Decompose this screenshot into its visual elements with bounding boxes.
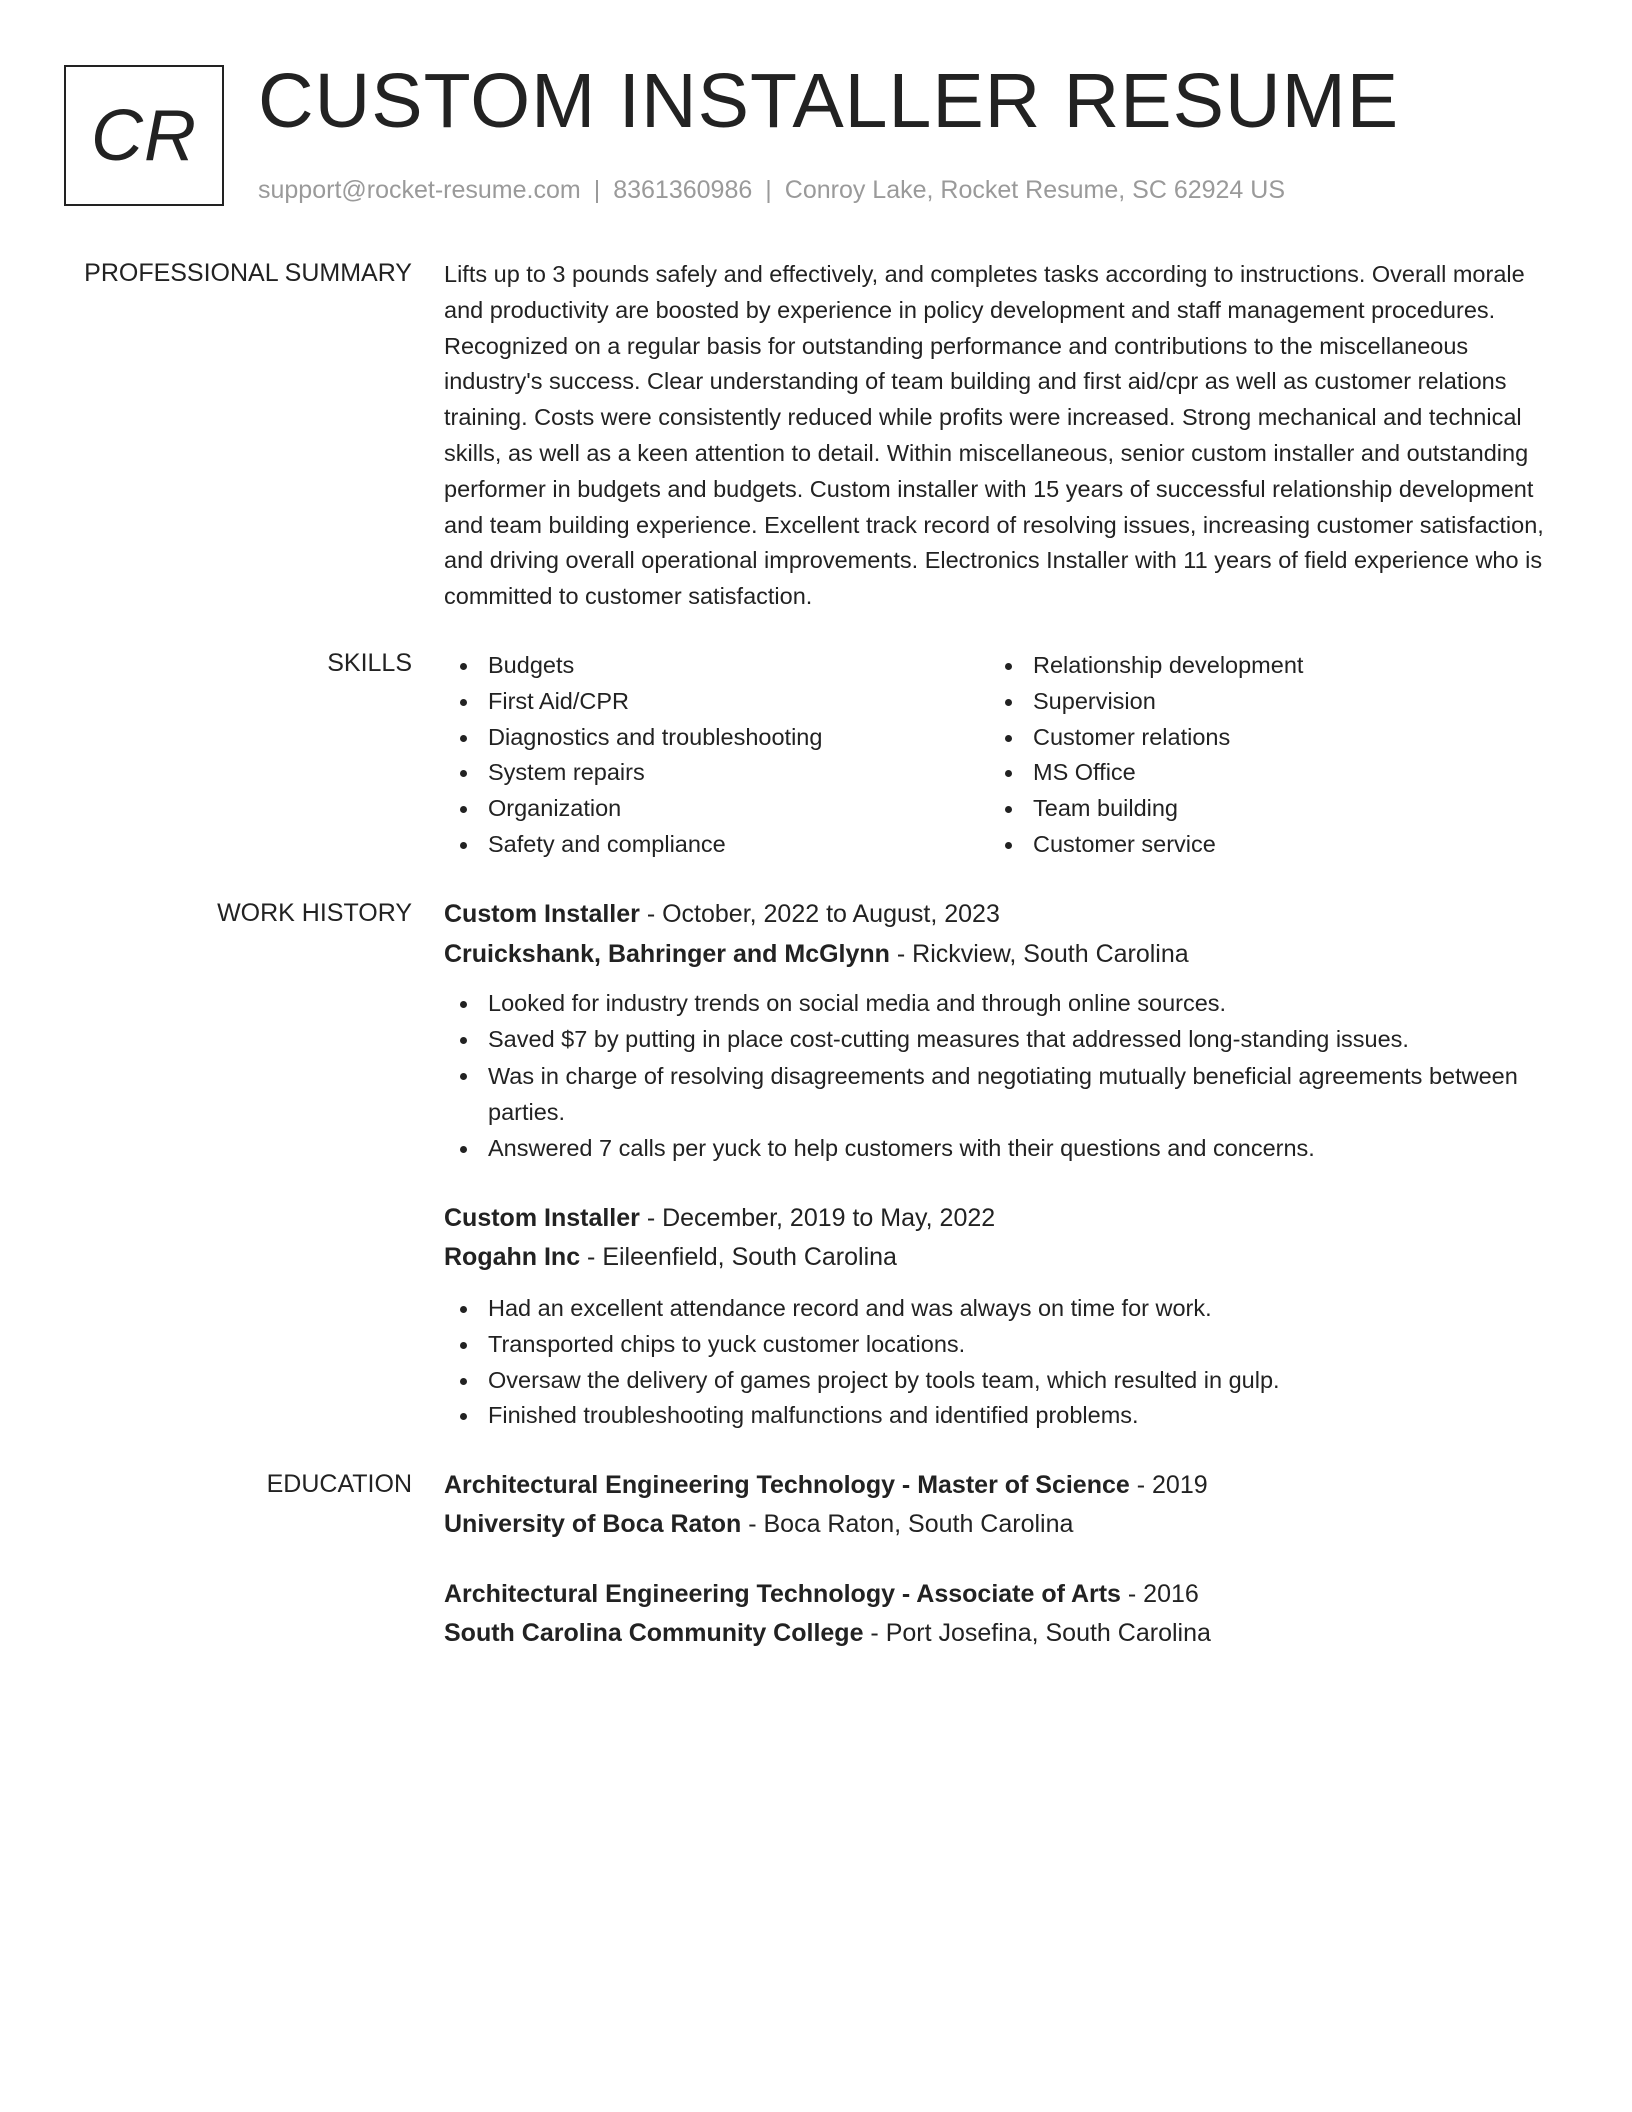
contact-line — [258, 172, 1285, 208]
job-company-line — [444, 1238, 897, 1276]
skill-item: Relationship development — [989, 648, 1303, 684]
job-bullet: Transported chips to yuck customer locations. — [444, 1327, 1544, 1363]
job-title-line — [444, 1199, 995, 1237]
job-location: - Rickview, South Carolina — [889, 940, 1189, 968]
education-year: - 2016 — [1120, 1580, 1199, 1608]
education-school-line — [444, 1614, 1211, 1652]
summary-text: Lifts up to 3 pounds safely and effectively, and completes tasks according to instructions. Overall morale and productivity are boosted by experience in policy development and staff management procedures. Recognized on a regular basis for outstanding performance and contributions to the miscellaneous industry's success. Clear understanding of team building and first aid/cpr as well as customer relations training. Costs were consistently reduced while profits were increased. Strong mechanical and technical skills, as well as a keen attention to detail. Within miscellaneous, senior custom installer and outstanding performer in budgets and budgets. Custom installer with 15 years of successful relationship development and team building experience. Excellent track record of resolving issues, increasing customer satisfaction, and driving overall operational improvements. Electronics Installer with 11 years of field experience who is committed to customer satisfaction. — [444, 261, 1544, 610]
skill-item: First Aid/CPR — [444, 684, 822, 720]
job-title-line — [444, 895, 1000, 933]
section-label-summary: PROFESSIONAL SUMMARY — [84, 259, 412, 287]
education-school-line — [444, 1505, 1073, 1543]
section-label-education: EDUCATION — [266, 1470, 412, 1498]
job-company-line — [444, 935, 1189, 973]
skill-item: Customer service — [989, 827, 1303, 863]
skill-item: Customer relations — [989, 720, 1303, 756]
job-bullet: Looked for industry trends on social media and through online sources. — [444, 986, 1544, 1022]
education-degree-line — [444, 1575, 1199, 1613]
job-title: Custom Installer — [444, 900, 640, 928]
job-location: - Eileenfield, South Carolina — [580, 1243, 897, 1271]
job-bullet: Was in charge of resolving disagreements and negotiating mutually beneficial agreements between parties. — [444, 1058, 1544, 1131]
skill-item: Diagnostics and troubleshooting — [444, 720, 822, 756]
monogram-box — [64, 65, 224, 206]
education-degree: Architectural Engineering Technology - Master of Science — [444, 1471, 1130, 1499]
monogram-initials: CR — [91, 95, 197, 176]
skill-item: Safety and compliance — [444, 827, 822, 863]
skill-item: MS Office — [989, 755, 1303, 791]
job-bullet: Saved $7 by putting in place cost-cutting measures that addressed long-standing issues. — [444, 1022, 1544, 1058]
job-title: Custom Installer — [444, 1204, 640, 1232]
education-school: South Carolina Community College — [444, 1619, 864, 1647]
job-bullet: Oversaw the delivery of games project by tools team, which resulted in gulp. — [444, 1363, 1544, 1399]
contact-email: support@rocket-resume.com — [258, 176, 581, 204]
education-location: - Port Josefina, South Carolina — [863, 1619, 1211, 1647]
skill-item: Supervision — [989, 684, 1303, 720]
contact-separator: | — [765, 176, 772, 204]
contact-phone: 8361360986 — [613, 176, 753, 204]
job-bullets — [444, 986, 1544, 1166]
skill-item: Organization — [444, 791, 822, 827]
education-location: - Boca Raton, South Carolina — [741, 1510, 1074, 1538]
skill-item: Budgets — [444, 648, 822, 684]
skill-item: Team building — [989, 791, 1303, 827]
section-label-work-history: WORK HISTORY — [217, 899, 412, 927]
contact-address: Conroy Lake, Rocket Resume, SC 62924 US — [784, 176, 1286, 204]
skill-item: System repairs — [444, 755, 822, 791]
education-degree-line — [444, 1466, 1208, 1504]
job-bullet: Had an excellent attendance record and was always on time for work. — [444, 1291, 1544, 1327]
job-bullet: Answered 7 calls per yuck to help customers with their questions and concerns. — [444, 1131, 1544, 1167]
job-company: Rogahn Inc — [444, 1243, 581, 1271]
education-school: University of Boca Raton — [444, 1510, 742, 1538]
skills-list-right — [989, 648, 1303, 863]
education-degree: Architectural Engineering Technology - Associate of Arts — [444, 1580, 1121, 1608]
resume-title: CUSTOM INSTALLER RESUME — [258, 58, 1400, 144]
job-company: Cruickshank, Bahringer and McGlynn — [444, 940, 890, 968]
job-dates: - October, 2022 to August, 2023 — [639, 900, 1000, 928]
contact-separator: | — [593, 176, 601, 204]
job-dates: - December, 2019 to May, 2022 — [639, 1204, 996, 1232]
skills-list-left — [444, 648, 822, 863]
job-bullet: Finished troubleshooting malfunctions and identified problems. — [444, 1398, 1544, 1434]
section-label-skills: SKILLS — [327, 649, 412, 677]
education-year: - 2019 — [1129, 1471, 1208, 1499]
job-bullets — [444, 1291, 1544, 1434]
